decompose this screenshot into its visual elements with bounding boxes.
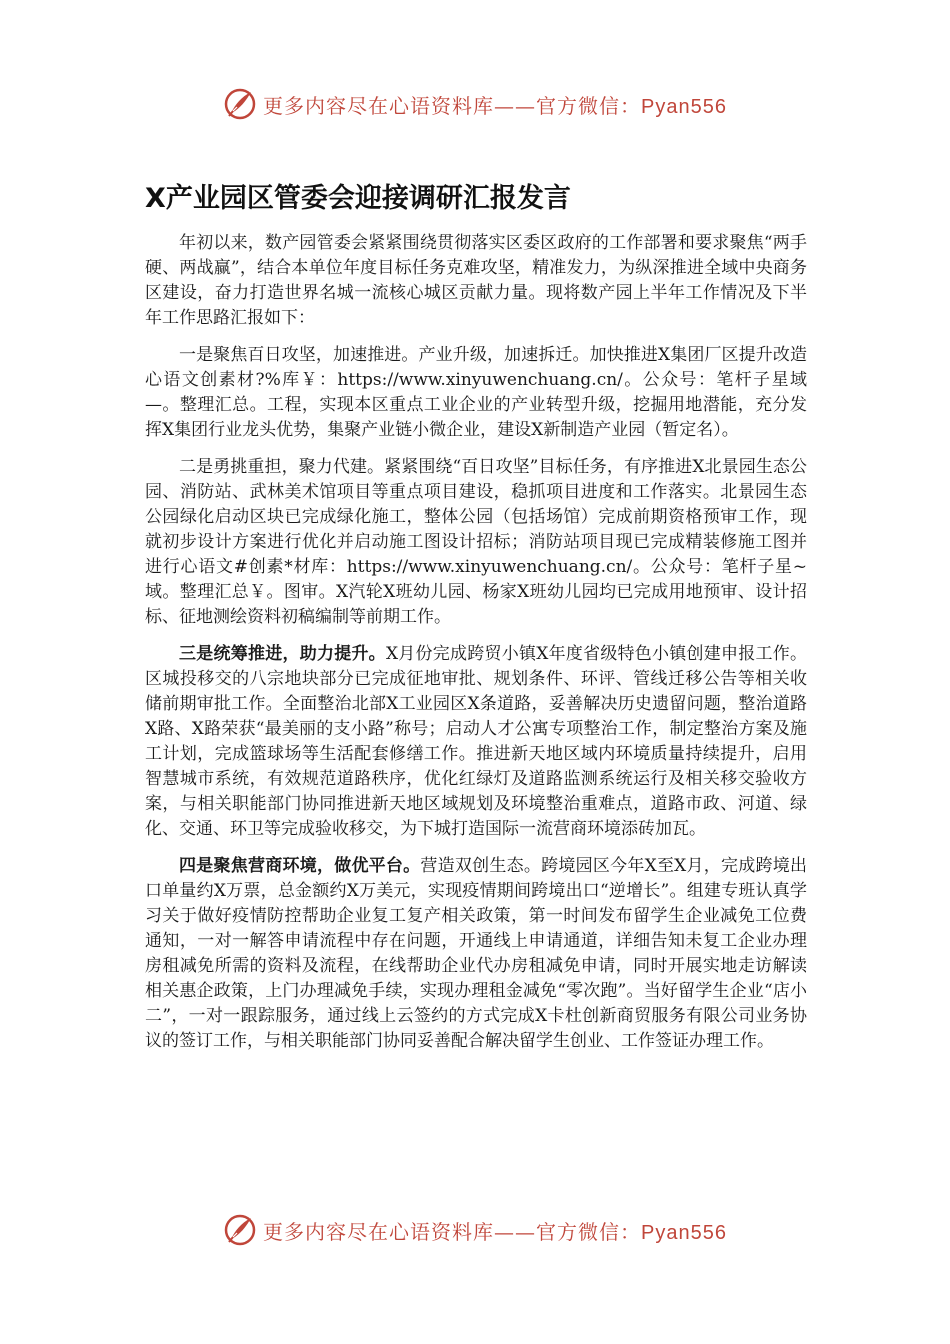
- header-banner-dash: ——: [494, 93, 537, 118]
- footer-banner-text: [263, 1216, 727, 1245]
- paragraph-point-4: [145, 854, 807, 1054]
- paragraph-intro: [145, 231, 807, 331]
- paragraph-lead: 四是聚焦营商环境，做优平台。: [179, 856, 421, 876]
- document-body: [145, 231, 807, 1066]
- paragraph-text: X月份完成跨贸小镇X年度省级特色小镇创建申报工作。区城投移交的八宗地块部分已完成征地审批、规划条件、环评、管线迁移公告等相关收储前期审批工作。全面整治北部X工业园区X条道路，妥善解决历史遗留问题，整治道路X路、X路荣获“最美丽的支小路”称号；启动人才公寓专项整治工作，制定整治方案及施工计划，完成篮球场等生活配套修缮工作。推进新天地区域内环境质量持续提升，启用智慧城市系统，有效规范道路秩序，优化红绿灯及道路监测系统运行及相关移交验收方案，与相关职能部门协同推进新天地区域规划及环境整治重难点，道路市政、河道、绿化、交通、环卫等完成验收移交，为下城打造国际一流营商环境添砖加瓦。: [145, 644, 807, 839]
- paragraph-text: 营造双创生态。跨境园区今年X至X月，完成跨境出口单量约X万票，总金额约X万美元，实现疫情期间跨境出口“逆增长”。组建专班认真学习关于做好疫情防控帮助企业复工复产相关政策，第一时间发布留学生企业减免工位费通知，一对一解答申请流程中存在问题，开通线上申请通道，详细告知未复工企业办理房租减免所需的资料及流程，在线帮助企业代办房租减免申请，同时开展实地走访解读相关惠企政策，上门办理减免手续，实现办理租金减免“零次跑”。当好留学生企业“店小二”，一对一跟踪服务，通过线上云签约的方式完成X卡杜创新商贸服务有限公司业务协议的签订工作，与相关职能部门协同妥善配合解决留学生创业、工作签证办理工作。: [145, 856, 807, 1051]
- header-banner: [0, 84, 950, 124]
- paragraph-text: 二是勇挑重担，聚力代建。紧紧围绕“百日攻坚”目标任务，有序推进X北景园生态公园、消防站、武林美术馆项目等重点项目建设，稳抓项目进度和工作落实。北景园生态公园绿化启动区块已完成绿化施工，整体公园（包括场馆）完成前期资格预审工作，现就初步设计方案进行优化并启动施工图设计招标；消防站项目现已完成精装修施工图并进行心语文#创素*材库：https://www.xinyuwenchuang.cn/。公众号：笔杆子星~域。整理汇总￥。图审。X汽轮X班幼儿园、杨家X班幼儿园均已完成用地预审、设计招标、征地测绘资料初稿编制等前期工作。: [145, 457, 807, 627]
- header-banner-wechat-id: Pyan556: [641, 95, 727, 118]
- paragraph-text: 年初以来，数产园管委会紧紧围绕贯彻落实区委区政府的工作部署和要求聚焦“两手硬、两战赢”，结合本单位年度目标任务克难攻坚，精准发力，为纵深推进全域中央商务区建设，奋力打造世界名城一流核心城区贡献力量。现将数产园上半年工作情况及下半年工作思路汇报如下：: [145, 233, 807, 328]
- header-banner-inner: [223, 87, 727, 121]
- header-banner-wechat-label: 官方微信：: [536, 93, 642, 118]
- document-title: X产业园区管委会迎接调研汇报发言: [145, 183, 571, 214]
- header-banner-main: 更多内容尽在心语资料库: [263, 93, 495, 118]
- paragraph-point-1: [145, 343, 807, 443]
- paragraph-lead: 三是统筹推进，助力提升。: [179, 644, 386, 664]
- footer-banner-dash: ——: [494, 1219, 537, 1244]
- paragraph-point-3: [145, 642, 807, 842]
- footer-banner-wechat-id: Pyan556: [641, 1221, 727, 1244]
- header-banner-text: [263, 90, 727, 119]
- paragraph-text: 一是聚焦百日攻坚，加速推进。产业升级，加速拆迁。加快推进X集团厂区提升改造心语文创素材?%库￥：https://www.xinyuwenchuang.cn/。公众号：笔杆子星域—。整理汇总。工程，实现本区重点工业企业的产业转型升级，挖掘用地潜能，充分发挥X集团行业龙头优势，集聚产业链小微企业，建设X新制造产业园（暂定名）。: [145, 345, 807, 440]
- footer-banner-main: 更多内容尽在心语资料库: [263, 1219, 495, 1244]
- footer-banner-inner: [223, 1213, 727, 1247]
- paragraph-point-2: [145, 455, 807, 630]
- footer-banner-wechat-label: 官方微信：: [536, 1219, 642, 1244]
- quill-pen-logo-icon: [223, 1213, 257, 1247]
- footer-banner: [0, 1210, 950, 1250]
- quill-pen-logo-icon: [223, 87, 257, 121]
